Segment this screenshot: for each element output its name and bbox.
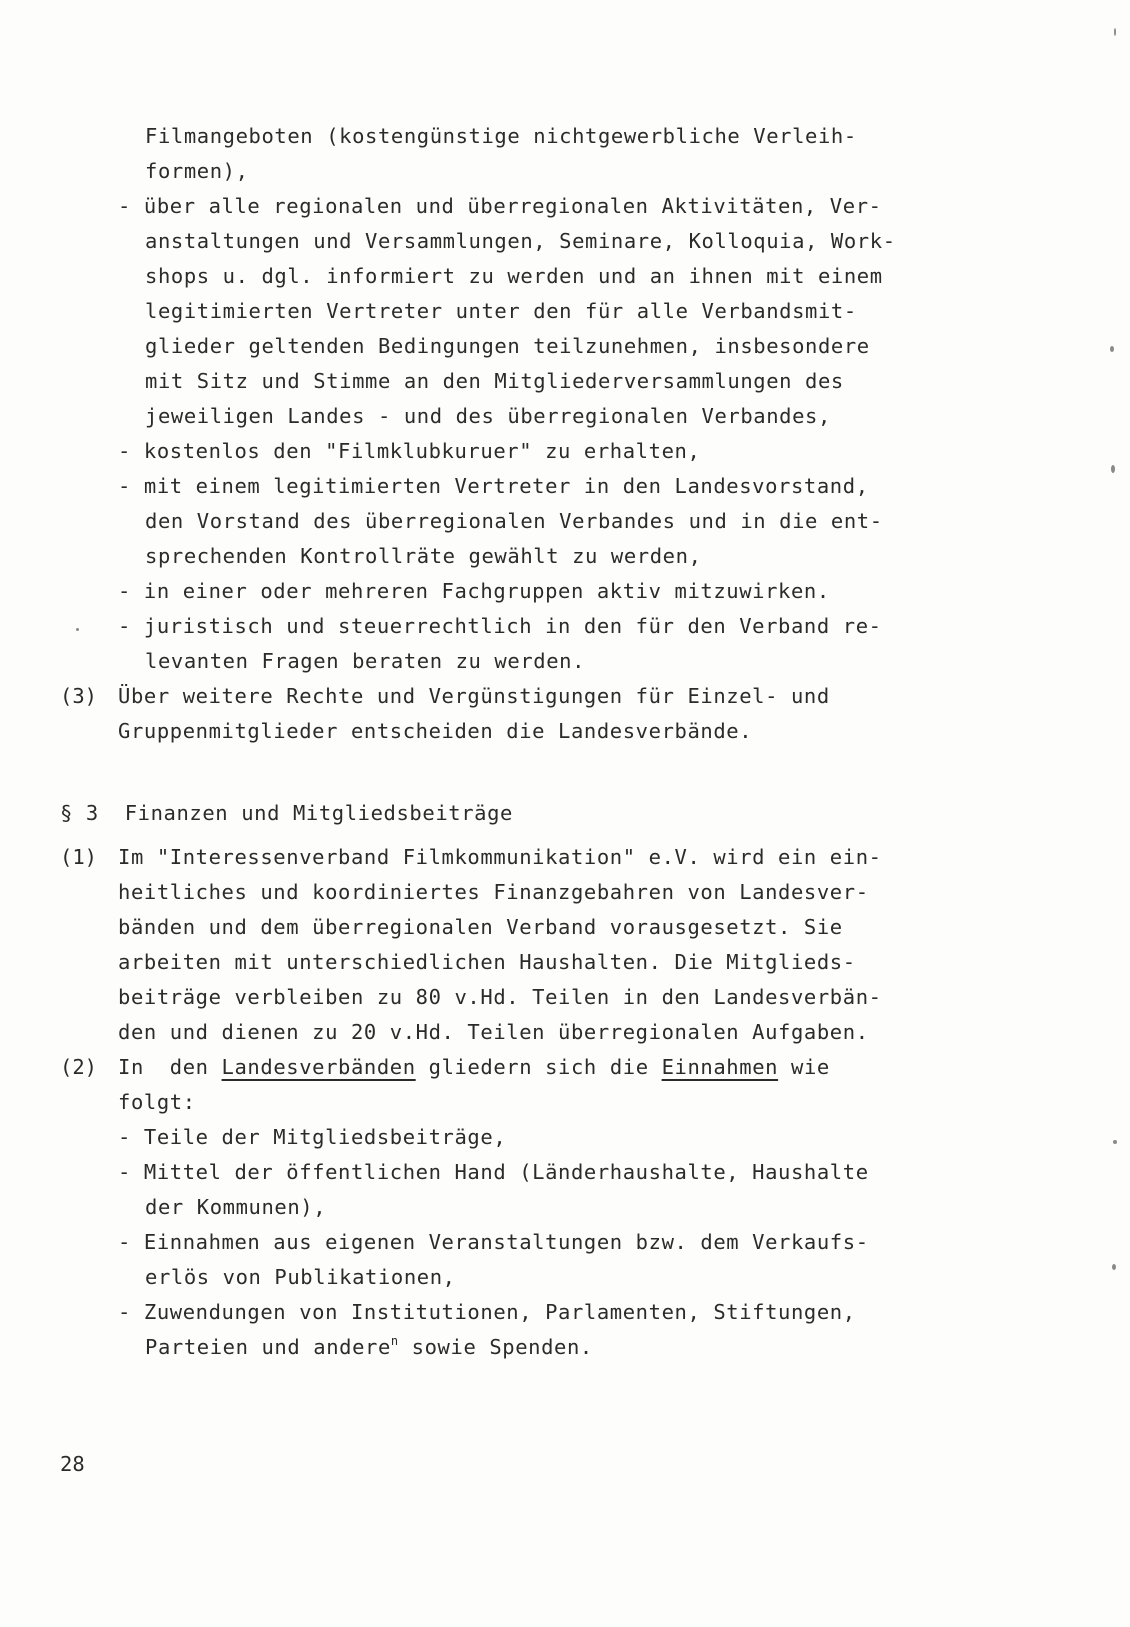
text-line: Im "Interessenverband Filmkommunikation" e.V. wird ein ein- [118,845,882,869]
text-line: mit Sitz und Stimme an den Mitgliederversammlungen des [145,369,844,393]
section-heading: § 3 Finanzen und Mitgliedsbeiträge [60,801,513,825]
scan-speck [1110,346,1114,352]
text-line: den und dienen zu 20 v.Hd. Teilen überregionalen Aufgaben. [118,1020,869,1044]
text-line: beiträge verbleiben zu 80 v.Hd. Teilen in den Landesverbän- [118,985,882,1009]
list-item: - Teile der Mitgliedsbeiträge, [118,1125,507,1149]
list-item: - über alle regionalen und überregionalen Aktivitäten, Ver- [118,194,882,218]
scan-speck [1111,465,1115,473]
text-line [118,1055,830,1079]
list-item: - juristisch und steuerrechtlich in den für den Verband re- [118,614,882,638]
list-item: - Einnahmen aus eigenen Veranstaltungen bzw. dem Verkaufs- [118,1230,869,1254]
text-fragment: gliedern sich die [415,1055,662,1079]
text-line: formen), [145,159,249,183]
list-item: - Mittel der öffentlichen Hand (Länderhaushalte, Haushalte [118,1160,869,1184]
text-line: legitimierten Vertreter unter den für alle Verbandsmit- [145,299,857,323]
paragraph-number: (2) [60,1055,98,1079]
text-fragment: In den [118,1055,222,1079]
text-fragment: sowie Spenden. [398,1335,593,1359]
text-line: arbeiten mit unterschiedlichen Haushalten. Die Mitglieds- [118,950,856,974]
scan-speck [1114,28,1116,36]
scan-speck [1112,1264,1116,1270]
text-line: den Vorstand des überregionalen Verbandes und in die ent- [145,509,883,533]
text-fragment: wie [778,1055,830,1079]
text-line: Filmangeboten (kostengünstige nichtgewerbliche Verleih- [145,124,857,148]
text-line: bänden und dem überregionalen Verband vorausgesetzt. Sie [118,915,843,939]
text-line: Über weitere Rechte und Vergünstigungen für Einzel- und [118,684,830,708]
text-line: folgt: [118,1090,196,1114]
page-number: 28 [60,1452,85,1476]
text-line: jeweiligen Landes - und des überregionalen Verbandes, [145,404,831,428]
text-line: levanten Fragen beraten zu werden. [145,649,586,673]
paragraph-number: (1) [60,845,98,869]
list-item: - mit einem legitimierten Vertreter in den Landesvorstand, [118,474,869,498]
scan-speck [1113,1140,1117,1144]
list-item: - kostenlos den "Filmklubkuruer" zu erhalten, [118,439,701,463]
superscript: n [390,1334,399,1348]
text-line: erlös von Publikationen, [145,1265,456,1289]
list-item: - Zuwendungen von Institutionen, Parlamenten, Stiftungen, [118,1300,856,1324]
text-line: heitliches und koordiniertes Finanzgebahren von Landesver- [118,880,869,904]
text-line: Gruppenmitglieder entscheiden die Landesverbände. [118,719,753,743]
text-line: anstaltungen und Versammlungen, Seminare, Kolloquia, Work- [145,229,896,253]
text-line: glieder geltenden Bedingungen teilzunehmen, insbesondere [145,334,870,358]
scan-speck [76,628,79,631]
text-line: shops u. dgl. informiert zu werden und an ihnen mit einem [145,264,883,288]
underlined-term: Landesverbänden [221,1055,416,1079]
text-line: der Kommunen), [145,1195,327,1219]
paragraph-number: (3) [60,684,98,708]
underlined-term: Einnahmen [661,1055,779,1079]
list-item: - in einer oder mehreren Fachgruppen aktiv mitzuwirken. [118,579,830,603]
text-fragment: Parteien und andere [145,1335,391,1359]
text-line: sprechenden Kontrollräte gewählt zu werden, [145,544,702,568]
text-line [145,1335,593,1359]
